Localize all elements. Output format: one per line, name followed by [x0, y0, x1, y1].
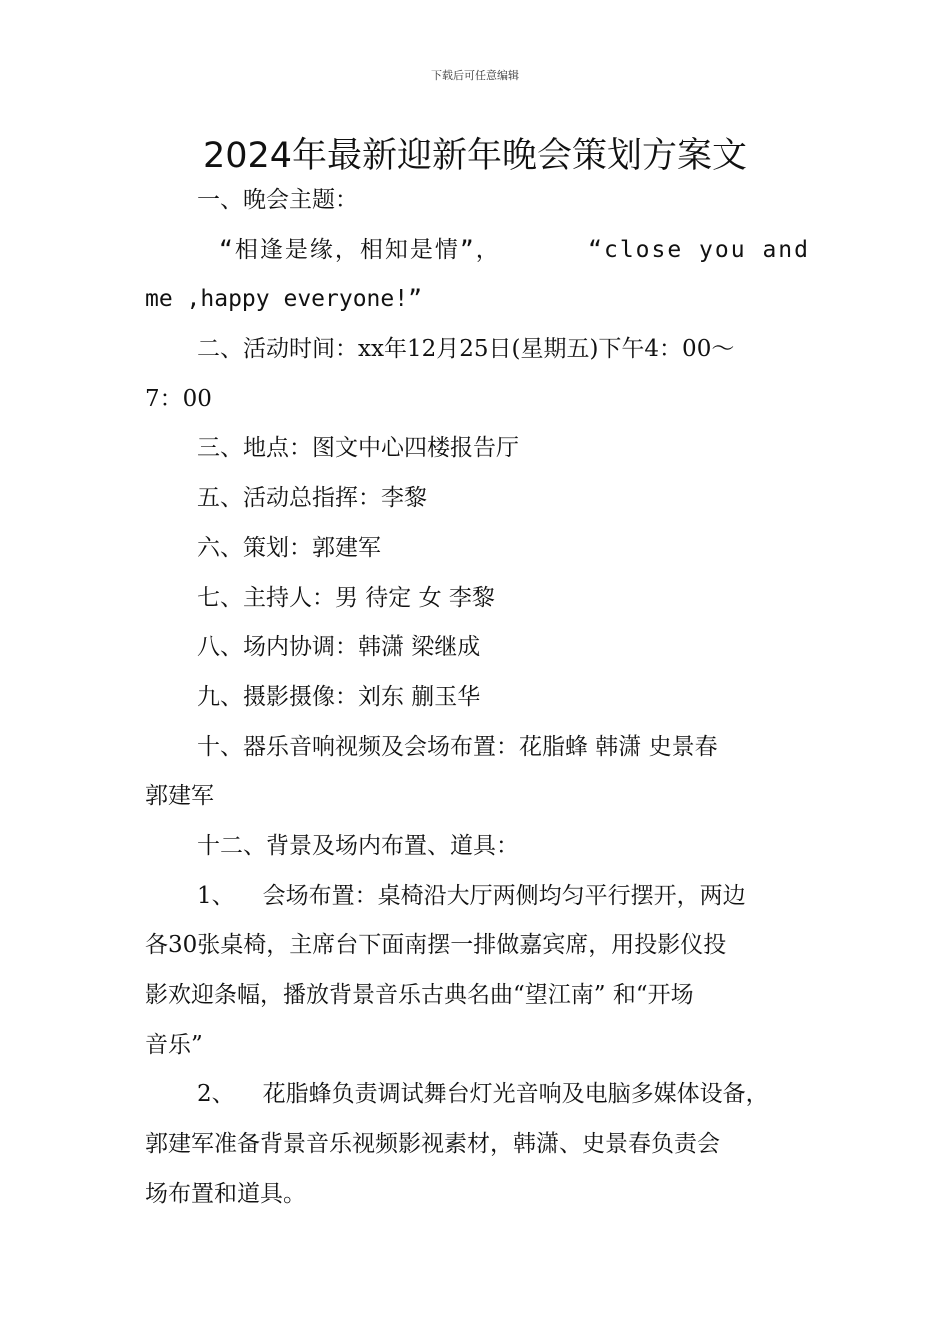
item-1-number: 1、: [197, 882, 235, 909]
planning-line: 六、策划：郭建军: [197, 534, 381, 561]
equipment-line-1: 十、器乐音响视频及会场布置：花脂蜂 韩潇 史景春: [197, 733, 718, 760]
coordination-line: 八、场内协调：韩潇 梁继成: [197, 634, 481, 661]
theme-continuation: me ,happy everyone!”: [145, 286, 422, 313]
item-1-text: 会场布置：桌椅沿大厅两侧均匀平行摆开，两边: [262, 882, 746, 909]
document-title: 2024年最新迎新年晚会策划方案文: [202, 136, 748, 176]
item-2-text: 花脂蜂负责调试舞台灯光音响及电脑多媒体设备，: [262, 1081, 769, 1108]
props-heading: 十二、背景及场内布置、道具：: [197, 832, 519, 859]
location-line: 三、地点：图文中心四楼报告厅: [197, 435, 519, 462]
document-body: [145, 176, 810, 1219]
item-1-line-3: 影欢迎条幅，播放背景音乐古典名曲“望江南” 和“开场: [145, 982, 694, 1008]
director-line: 五、活动总指挥：李黎: [197, 485, 427, 512]
theme-heading: 一、晚会主题：: [197, 187, 358, 213]
item-1-line-2: 各30张桌椅，主席台下面南摆一排做嘉宾席，用投影仪投: [145, 932, 727, 959]
item-2-line-3: 场布置和道具。: [145, 1180, 306, 1207]
equipment-line-2: 郭建军: [145, 783, 214, 810]
item-2-line-2: 郭建军准备背景音乐视频影视素材，韩潇、史景春负责会: [145, 1131, 720, 1158]
theme-part-english: “close you and: [588, 236, 810, 263]
hosts-line: 七、主持人：男 待定 女 李黎: [197, 584, 495, 611]
item-2-line-1: [145, 1070, 810, 1120]
theme-line: [145, 226, 810, 276]
item-2-number: 2、: [197, 1081, 235, 1108]
time-line-1: 二、活动时间：xx年12月25日(星期五)下午4：00～: [197, 336, 735, 363]
photography-line: 九、摄影摄像：刘东 蒯玉华: [197, 683, 481, 710]
time-line-2: 7：00: [145, 385, 212, 412]
item-1-line-4: 音乐”: [145, 1031, 203, 1058]
theme-part-chinese: “相逢是缘，相知是情”，: [219, 236, 501, 263]
item-1-line-1: [145, 872, 810, 922]
header-note: 下载后可任意编辑: [431, 69, 519, 82]
